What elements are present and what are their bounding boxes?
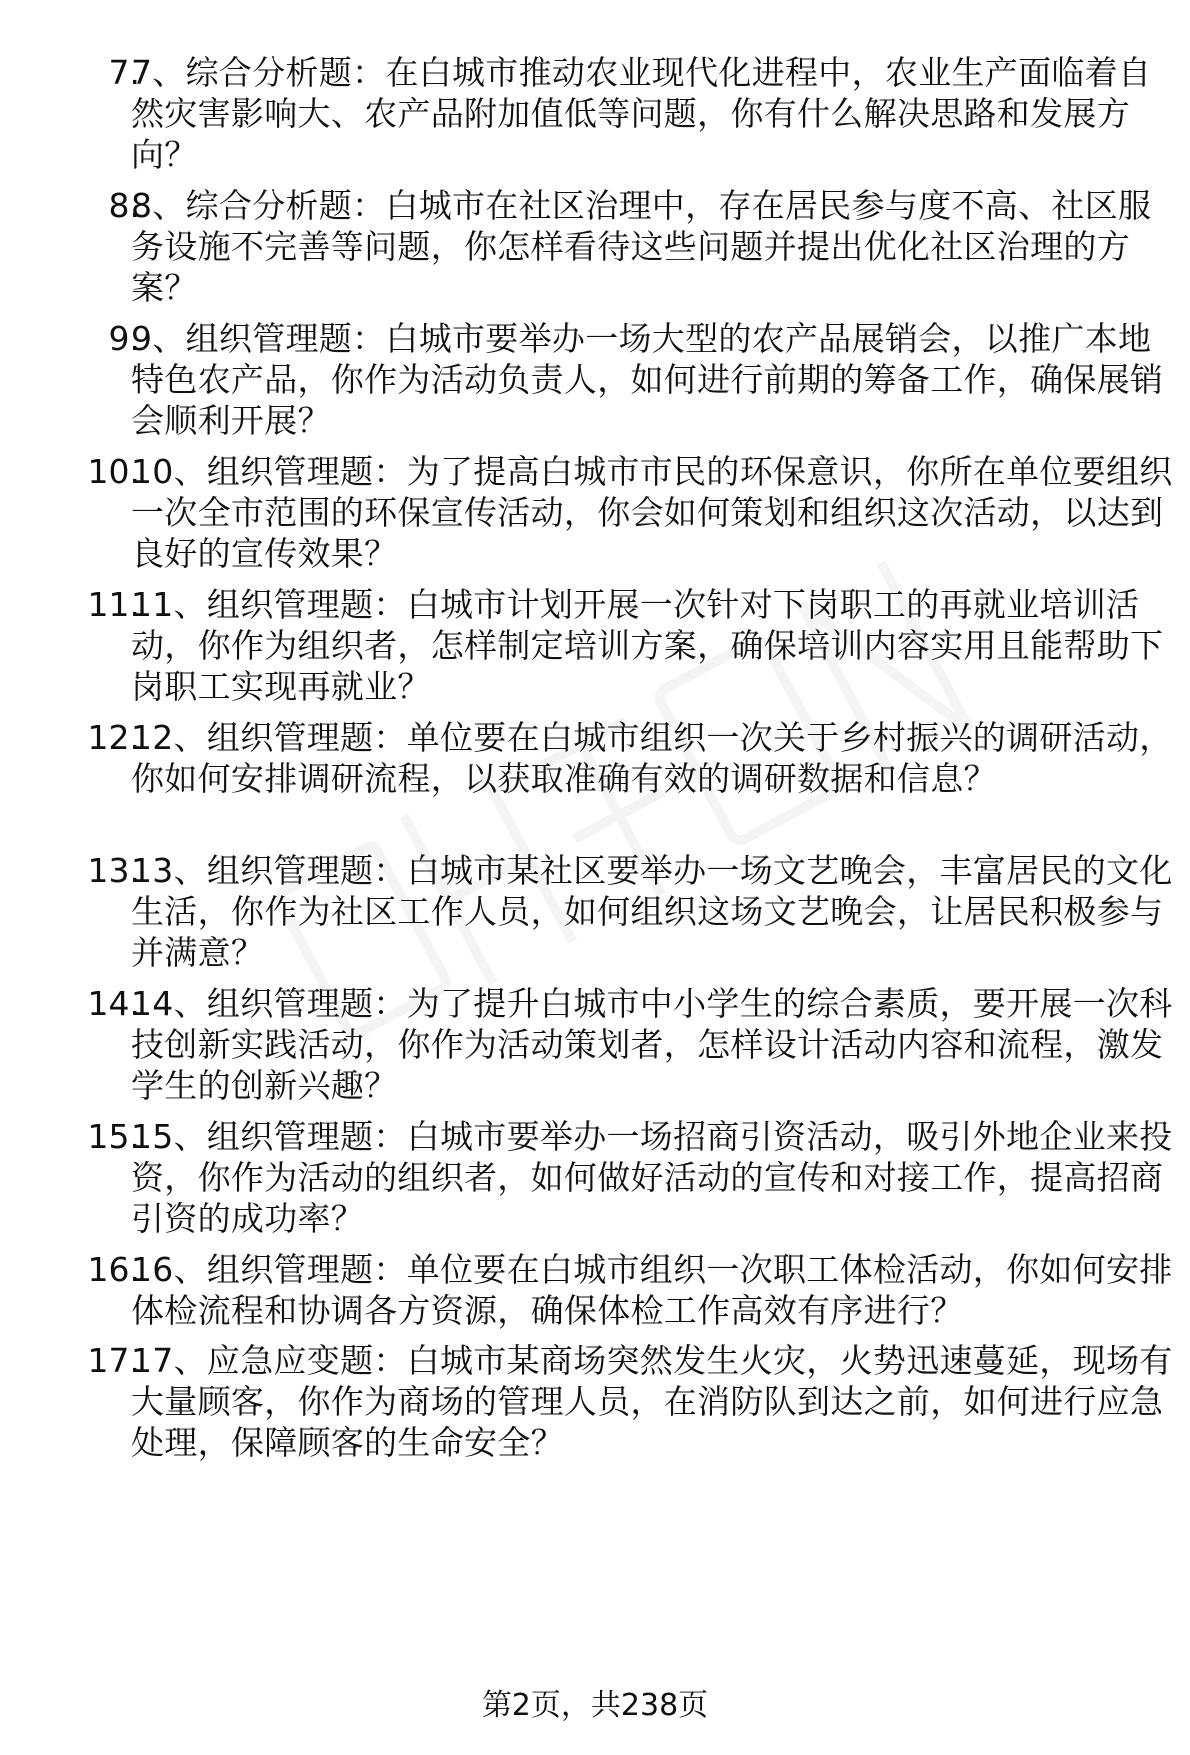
question-text: 13、组织管理题：白城市某社区要举办一场文艺晚会，丰富居民的文化生活，你作为社区工作人员，如何组织这场文艺晚会，让居民积极参与并满意？ [131,851,1173,972]
question-number: 14. [87,984,140,1023]
question-text: 16、组织管理题：单位要在白城市组织一次职工体检活动，你如何安排体检流程和协调各方资源，确保体检工作高效有序进行？ [131,1250,1173,1330]
question-number: 7. [108,53,140,92]
question-text: 9、组织管理题：白城市要举办一场大型的农产品展销会，以推广本地特色农产品，你作为活动负责人，如何进行前期的筹备工作，确保展销会顺利开展？ [131,319,1164,440]
question-text: 12、组织管理题：单位要在白城市组织一次关于乡村振兴的调研活动，你如何安排调研流程，以获取准确有效的调研数据和信息？ [131,718,1173,798]
question-number: 9. [108,319,140,358]
question-text: 17、应急应变题：白城市某商场突然发生火灾，火势迅速蔓延，现场有大量顾客，你作为商场的管理人员，在消防队到达之前，如何进行应急处理，保障顾客的生命安全？ [131,1341,1173,1462]
question-number: 13. [87,851,140,890]
question-number: 15. [87,1117,140,1156]
page-footer: 第2页，共238页 [481,1688,709,1723]
question-number: 11. [87,585,140,624]
question-text: 11、组织管理题：白城市计划开展一次针对下岗职工的再就业培训活动，你作为组织者，怎样制定培训方案，确保培训内容实用且能帮助下岗职工实现再就业？ [131,585,1164,706]
question-text: 15、组织管理题：白城市要举办一场招商引资活动，吸引外地企业来投资，你作为活动的组织者，如何做好活动的宣传和对接工作，提高招商引资的成功率？ [131,1117,1173,1238]
question-number: 16. [87,1250,140,1289]
question-number: 10. [87,452,140,491]
question-text: 7、综合分析题：在白城市推动农业现代化进程中，农业生产面临着自然灾害影响大、农产品附加值低等问题，你有什么解决思路和发展方向？ [131,53,1152,174]
question-text: 14、组织管理题：为了提升白城市中小学生的综合素质，要开展一次科技创新实践活动，你作为活动策划者，怎样设计活动内容和流程，激发学生的创新兴趣？ [131,984,1173,1105]
question-text: 8、综合分析题：白城市在社区治理中，存在居民参与度不高、社区服务设施不完善等问题，你怎样看待这些问题并提出优化社区治理的方案？ [131,186,1152,307]
question-number: 8. [108,186,140,225]
question-number: 17. [87,1341,140,1380]
question-number: 12. [87,718,140,757]
question-text: 10、组织管理题：为了提高白城市市民的环保意识，你所在单位要组织一次全市范围的环保宣传活动，你会如何策划和组织这次活动，以达到良好的宣传效果？ [131,452,1173,573]
